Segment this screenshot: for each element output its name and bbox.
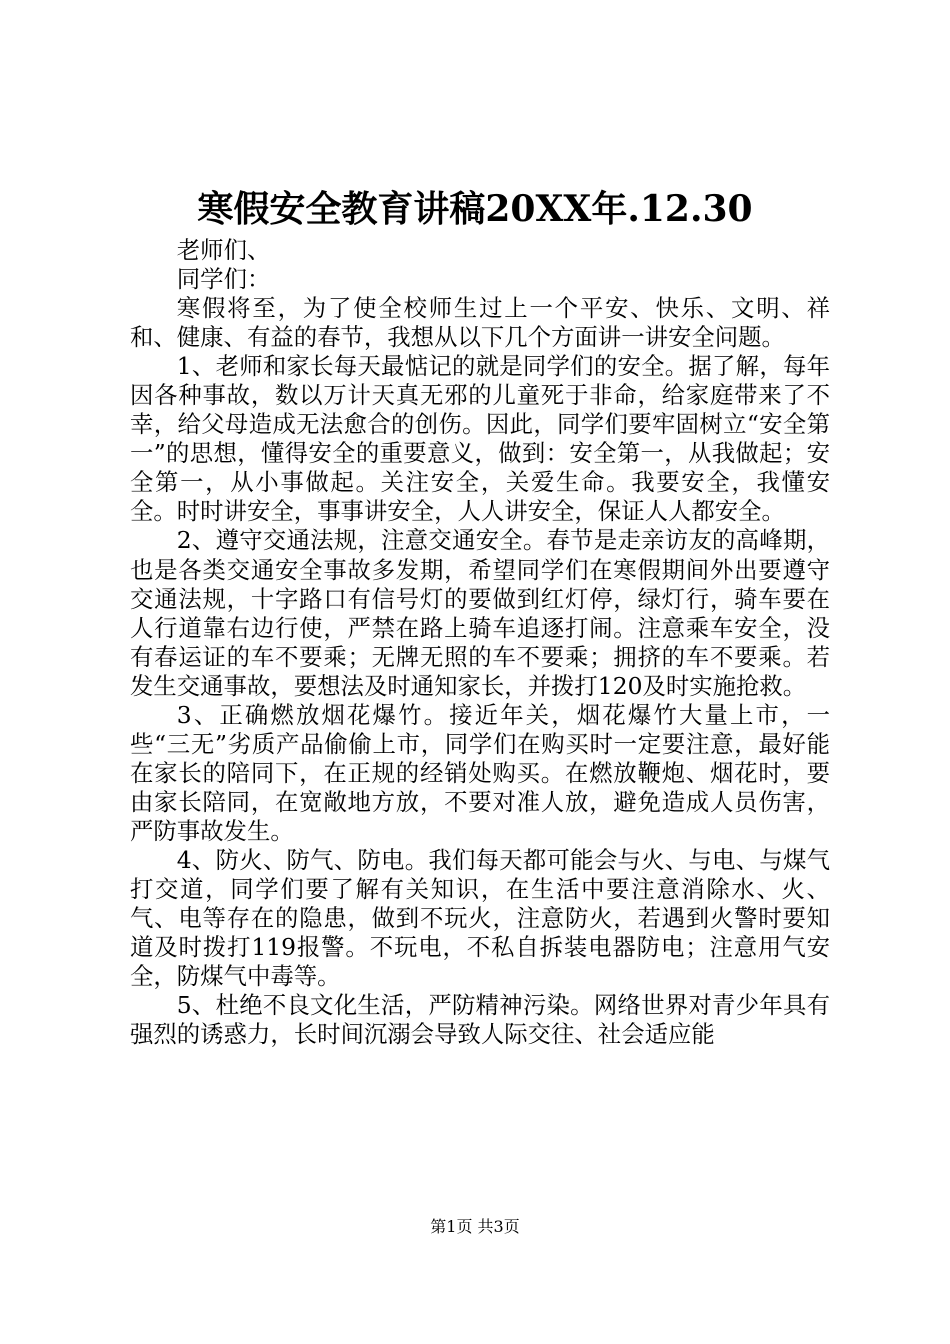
page-footer: 第1页 共3页: [430, 1217, 520, 1236]
paragraph-3: 3、正确燃放烟花爆竹。接近年关，烟花爆竹大量上市，一些“三无”劣质产品偷偷上市，同学们在购买时一定要注意，最好能在家长的陪同下，在正规的经销处购买。在燃放鞭炮、烟花时，要由家长陪同，在宽敞地方放，不要对准人放，避免造成人员伤害，严防事故发生。: [130, 700, 830, 845]
paragraph-1: 1、老师和家长每天最惦记的就是同学们的安全。据了解，每年因各种事故，数以万计天真无邪的儿童死于非命，给家庭带来了不幸，给父母造成无法愈合的创伤。因此，同学们要牢固树立“安全第一”的思想，懂得安全的重要意义，做到：安全第一，从我做起；安全第一，从小事做起。关注安全，关爱生命。我要安全，我懂安全。时时讲安全，事事讲安全，人人讲安全，保证人人都安全。: [130, 352, 830, 526]
intro-paragraph: 寒假将至，为了使全校师生过上一个平安、快乐、文明、祥和、健康、有益的春节，我想从以下几个方面讲一讲安全问题。: [130, 294, 830, 352]
paragraph-2: 2、遵守交通法规，注意交通安全。春节是走亲访友的高峰期，也是各类交通安全事故多发期，希望同学们在寒假期间外出要遵守交通法规，十字路口有信号灯的要做到红灯停，绿灯行，骑车要在人行道靠右边行使，严禁在路上骑车追逐打闹。注意乘车安全，没有春运证的车不要乘；无牌无照的车不要乘；拥挤的车不要乘。若发生交通事故，要想法及时通知家长，并拨打120及时实施抢救。: [130, 526, 830, 700]
salutation-teachers: 老师们、: [176, 236, 271, 264]
paragraph-4: 4、防火、防气、防电。我们每天都可能会与火、与电、与煤气打交道，同学们要了解有关知识，在生活中要注意消除水、火、气、电等存在的隐患，做到不玩火，注意防火，若遇到火警时要知道及时拨打119报警。不玩电，不私自拆装电器防电；注意用气安全，防煤气中毒等。: [130, 845, 830, 991]
paragraph-5: 5、杜绝不良文化生活，严防精神污染。网络世界对青少年具有强烈的诱惑力，长时间沉溺会导致人际交往、社会适应能: [130, 991, 830, 1049]
document-title: 寒假安全教育讲稿20XX年.12.30: [197, 188, 753, 230]
salutation-students: 同学们：: [176, 265, 271, 294]
document-body: [130, 236, 830, 1049]
